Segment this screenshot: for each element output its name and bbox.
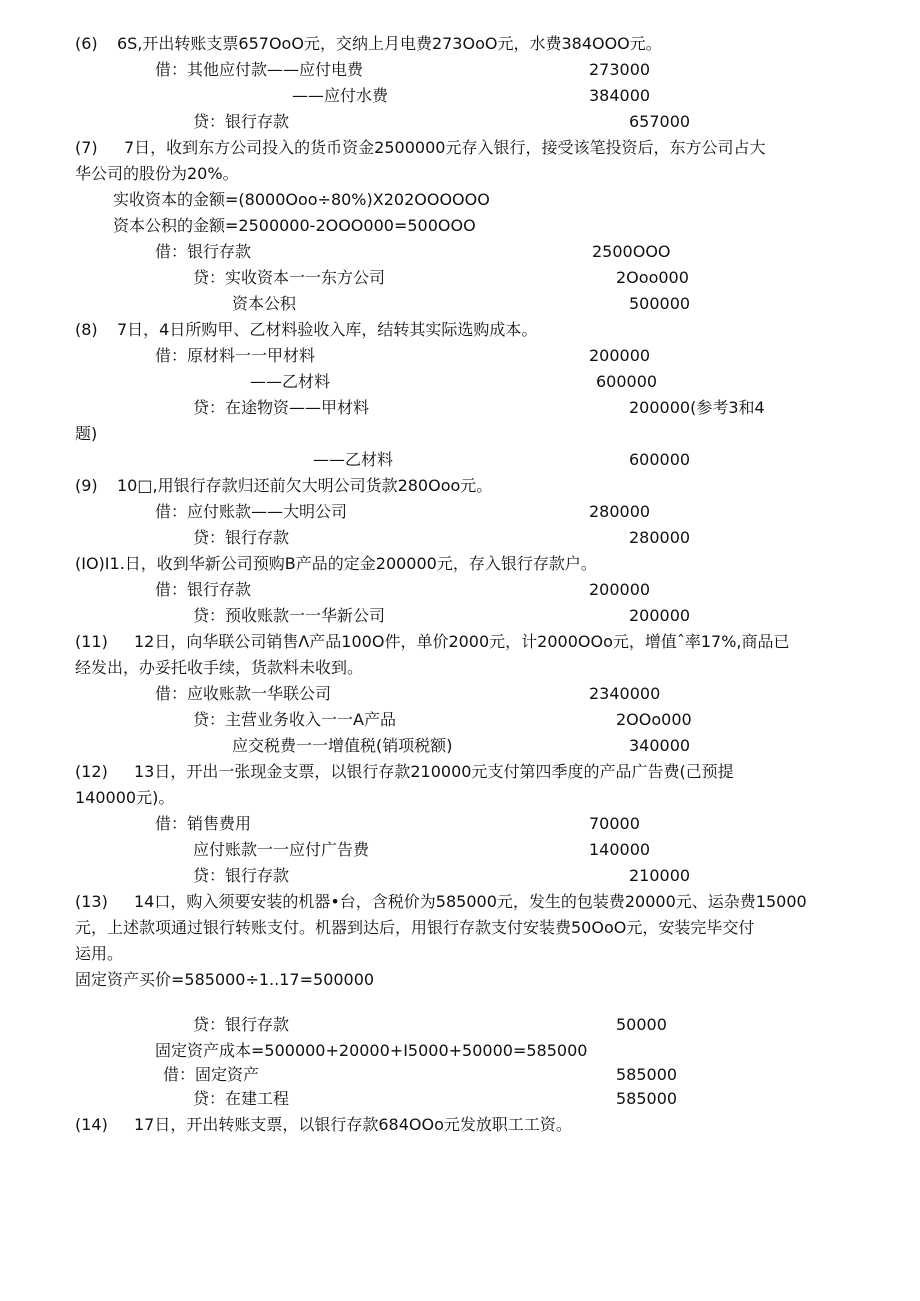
credit-line: 贷：银行存款 [193,866,290,885]
transaction-text: 7日，收到东方公司投入的货币资金2500000元存入银行，接受该笔投资后，东方公司占大 [124,138,766,157]
amount: 500000 [629,294,691,313]
transaction-text: 17日，开出转账支票，以银行存款684OOo元发放职工工资。 [134,1115,572,1134]
debit-line: 借：银行存款 [155,580,252,599]
credit-line: 贷：实收资本一一东方公司 [193,268,386,287]
transaction-text: 7日，4日所购甲、乙材料验收入库，结转其实际选购成本。 [117,320,538,339]
amount: 200000 [589,580,651,599]
entry-number: (14) [75,1115,108,1134]
calculation-line: 固定资产买价=585000÷1..17=500000 [75,970,375,989]
transaction-text: 14口，购入须要安装的机器•台，含税价为585000元，发生的包装费20000元、运杂费15000 [134,892,807,911]
amount: 340000 [629,736,691,755]
entry-number: (6) [75,34,98,53]
credit-line: 贷：银行存款 [193,112,290,131]
amount: 600000 [629,450,691,469]
sub-account-line: 应付账款一一应付广告费 [193,840,370,859]
note-continuation: 题) [75,424,98,443]
amount: 657000 [629,112,691,131]
amount: 585000 [616,1065,678,1084]
entry-number: (9) [75,476,98,495]
debit-line: 借：其他应付款——应付电费 [155,60,364,79]
transaction-text: 元，上述款项通过银行转账支付。机器到达后，用银行存款支付安装费50OoO元，安装完毕交付 [75,918,755,937]
transaction-text: 140000元)。 [75,788,175,807]
amount: 200000 [629,606,691,625]
debit-line: 借：原材料一一甲材料 [155,346,316,365]
amount: 140000 [589,840,651,859]
sub-account-line: ——乙材料 [313,450,394,469]
transaction-text: (IO)I1.日，收到华新公司预购B产品的定金200000元，存入银行存款户。 [75,554,597,573]
amount: 273000 [589,60,651,79]
credit-line: 贷：主营业务收入一一A产品 [193,710,396,729]
credit-line: 贷：在建工程 [193,1089,290,1108]
amount: 200000 [589,346,651,365]
amount-with-note: 200000(参考3和4 [629,398,765,417]
amount: 280000 [589,502,651,521]
amount: 70000 [589,814,640,833]
calculation-line: 资本公积的金额=2500000-2OOO000=500OOO [113,216,476,235]
entry-number: (11) [75,632,108,651]
amount: 210000 [629,866,691,885]
credit-line: 贷：预收账款一一华新公司 [193,606,386,625]
entry-number: (13) [75,892,108,911]
calculation-line: 固定资产成本=500000+20000+I5000+50000=585000 [155,1041,588,1060]
sub-account-line: 资本公积 [232,294,297,313]
amount: 384000 [589,86,651,105]
credit-line: 贷：银行存款 [193,528,290,547]
calculation-line: 实收资本的金额=(8000Ooo÷80%)X202OOOOOO [113,190,490,209]
amount: 2Ooo000 [616,268,689,287]
debit-line: 借：银行存款 [155,242,252,261]
transaction-text: 经发出，办妥托收手续，货款料未收到。 [75,658,364,677]
entry-number: (8) [75,320,98,339]
amount: 585000 [616,1089,678,1108]
transaction-text: 运用。 [75,944,124,963]
sub-account-line: ——乙材料 [250,372,331,391]
amount: 2OOo000 [616,710,692,729]
transaction-text: 10□,用银行存款归还前欠大明公司货款280Ooo元。 [117,476,493,495]
transaction-text: 华公司的股份为20%。 [75,164,239,183]
transaction-text: 6S,开出转账支票657OoO元，交纳上月电费273OoO元，水费384OOO元。 [117,34,662,53]
debit-line: 借：销售费用 [155,814,252,833]
entry-number: (12) [75,762,108,781]
amount: 2340000 [589,684,661,703]
transaction-text: 12日，向华联公司销售Λ产品100O件，单价2000元，计2000OOo元，增值ˆ率17%,商品已 [134,632,790,651]
entry-number: (7) [75,138,98,157]
sub-account-line: ——应付水费 [292,86,389,105]
debit-line: 借：固定资产 [163,1065,260,1084]
amount: 600000 [596,372,658,391]
amount: 2500OOO [592,242,671,261]
credit-line: 贷：银行存款 [193,1015,290,1034]
debit-line: 借：应收账款一华联公司 [155,684,332,703]
credit-line: 贷：在途物资——甲材料 [193,398,370,417]
sub-account-line: 应交税费一一增值税(销项税额) [232,736,453,755]
amount: 280000 [629,528,691,547]
transaction-text: 13日，开出一张现金支票，以银行存款210000元支付第四季度的产品广告费(己预提 [134,762,734,781]
debit-line: 借：应付账款——大明公司 [155,502,348,521]
amount: 50000 [616,1015,667,1034]
